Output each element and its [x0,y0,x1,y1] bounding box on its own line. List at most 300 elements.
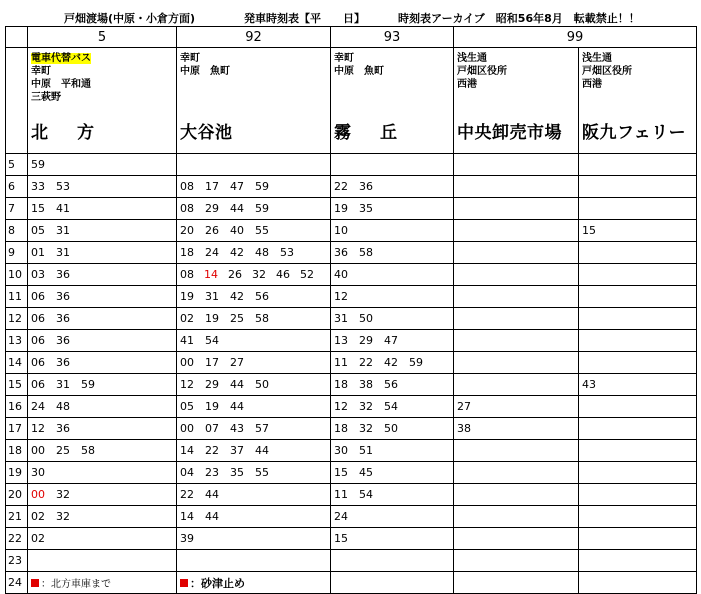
route-number: 92 [177,27,331,48]
departure-minute: 59 [255,202,269,215]
departure-cell [177,374,331,396]
departure-minute: 59 [409,356,423,369]
departure-minute: 44 [230,202,244,215]
departure-cell [177,154,331,176]
departure-minute: 41 [56,202,70,215]
departure-cell [177,550,331,572]
departure-minute: 44 [230,400,244,413]
hour-row [6,418,697,440]
departure-cell [177,220,331,242]
departure-minute: 52 [300,268,314,281]
departure-minute: 15 [334,466,348,479]
departure-minute: 30 [334,444,348,457]
hour-label: 16 [6,396,28,418]
departure-cell [579,462,697,484]
departure-minute: 48 [255,246,269,259]
departure-minute: 32 [359,422,373,435]
hour-row [6,396,697,418]
departure-minute: 15 [582,224,596,237]
departure-minute: 36 [56,334,70,347]
hour-row [6,308,697,330]
departure-minute: 29 [359,334,373,347]
departure-cell [579,374,697,396]
departure-minute: 19 [205,400,219,413]
departure-minute: 18 [334,378,348,391]
hour-row [6,286,697,308]
departure-minute: 06 [31,290,45,303]
via-stop: 浅生通 [457,53,487,64]
departure-cell [454,286,579,308]
departure-cell [331,374,454,396]
via-stop: 戸畑区役所 [457,66,507,77]
departure-minute: 05 [180,400,194,413]
departure-minute: 47 [384,334,398,347]
departure-cell [579,286,697,308]
departure-minute: 54 [205,334,219,347]
departure-minute: 19 [180,290,194,303]
departure-cell [454,484,579,506]
departure-cell [177,330,331,352]
substitute-bus-label: 電車代替バス [31,53,91,64]
hour-row [6,264,697,286]
hour-row [6,330,697,352]
departure-minute: 14 [204,268,218,281]
hour-label: 21 [6,506,28,528]
departure-minute: 26 [205,224,219,237]
departure-minute: 39 [180,532,194,545]
departure-cell [331,418,454,440]
departure-minute: 50 [255,378,269,391]
departure-cell [579,264,697,286]
departure-minute: 41 [180,334,194,347]
departure-cell [579,198,697,220]
departure-cell [28,176,177,198]
hour-row [6,506,697,528]
departure-minute: 12 [334,290,348,303]
departure-minute: 04 [180,466,194,479]
departure-cell [579,396,697,418]
red-square-icon [31,579,39,587]
hour-label: 8 [6,220,28,242]
departure-minute: 18 [180,246,194,259]
departure-minute: 35 [359,202,373,215]
hour-row [6,220,697,242]
departure-minute: 32 [56,488,70,501]
hour-row [6,352,697,374]
departure-cell [454,198,579,220]
departure-minute: 32 [56,510,70,523]
departure-minute: 17 [205,356,219,369]
route-number: 5 [28,27,177,48]
departure-cell [331,352,454,374]
departure-cell [177,308,331,330]
departure-cell [331,176,454,198]
departure-minute: 26 [228,268,242,281]
departure-cell [331,264,454,286]
departure-cell [454,396,579,418]
hour-label: 9 [6,242,28,264]
departure-minute: 25 [56,444,70,457]
departure-minute: 00 [180,422,194,435]
hour-row [6,154,697,176]
departure-minute: 00 [180,356,194,369]
empty-cell [454,572,579,594]
departure-cell [28,198,177,220]
departure-minute: 54 [359,488,373,501]
destination-name: 阪九フェリー [582,123,687,143]
hour-label: 14 [6,352,28,374]
departure-minute: 58 [359,246,373,259]
departure-minute: 43 [582,378,596,391]
departure-minute: 42 [230,246,244,259]
departure-minute: 54 [384,400,398,413]
departure-cell [331,462,454,484]
empty-cell [579,572,697,594]
departure-minute: 36 [334,246,348,259]
page-header [0,10,701,26]
departure-minute: 20 [180,224,194,237]
legend-text: ：砂津止め [190,576,245,590]
departure-cell [331,528,454,550]
departure-cell [579,440,697,462]
departure-minute: 37 [230,444,244,457]
via-stop [31,52,176,65]
departure-minute: 14 [180,444,194,457]
departure-minute: 44 [230,378,244,391]
hour-label: 11 [6,286,28,308]
route-row [6,27,697,48]
departure-cell [454,550,579,572]
departure-minute: 03 [31,268,45,281]
departure-minute: 55 [255,466,269,479]
departure-minute: 59 [81,378,95,391]
empty-cell [331,572,454,594]
departure-cell [454,352,579,374]
via-stop: 中原 平和通 [31,79,91,90]
destination-cell [454,48,579,154]
departure-cell [28,374,177,396]
departure-cell [177,396,331,418]
departure-cell [177,176,331,198]
departure-minute: 36 [56,268,70,281]
departure-cell [331,330,454,352]
departure-cell [331,242,454,264]
destination-name: 中央卸売市場 [457,123,562,143]
departure-minute: 19 [334,202,348,215]
departure-minute: 32 [359,400,373,413]
departure-cell [28,308,177,330]
destination-name: 霧 丘 [334,123,403,143]
departure-cell [177,352,331,374]
departure-cell [28,330,177,352]
route-number: 99 [454,27,697,48]
departure-minute: 33 [31,180,45,193]
legend-text: ：北方車庫まで [41,579,111,590]
departure-cell [331,506,454,528]
departure-minute: 31 [56,378,70,391]
departure-minute: 15 [334,532,348,545]
departure-minute: 36 [56,290,70,303]
departure-cell [331,286,454,308]
departure-minute: 36 [56,422,70,435]
via-stop: 浅生通 [582,53,612,64]
destination-cell [28,48,177,154]
via-stop: 西港 [582,79,602,90]
departure-minute: 47 [230,180,244,193]
departure-minute: 14 [180,510,194,523]
departure-minute: 46 [276,268,290,281]
departure-minute: 53 [56,180,70,193]
timetable [5,26,697,594]
departure-minute: 13 [334,334,348,347]
hour-row [6,550,697,572]
departure-cell [331,440,454,462]
departure-minute: 27 [457,400,471,413]
departure-minute: 31 [56,224,70,237]
departure-cell [454,242,579,264]
departure-minute: 31 [205,290,219,303]
departure-cell [454,418,579,440]
hour-label: 12 [6,308,28,330]
departure-minute: 24 [334,510,348,523]
via-stop: 中原 魚町 [334,66,384,77]
stop-name: 戸畑渡場(中原・小倉方面) [64,12,196,25]
departure-minute: 50 [384,422,398,435]
departure-cell [579,330,697,352]
departure-cell [177,198,331,220]
departure-cell [579,528,697,550]
hour-label: 24 [6,572,28,594]
departure-cell [177,440,331,462]
departure-minute: 12 [31,422,45,435]
departure-minute: 00 [31,488,45,501]
departure-cell [331,484,454,506]
footer-row [6,572,697,594]
departure-minute: 35 [230,466,244,479]
departure-minute: 06 [31,356,45,369]
departure-minute: 07 [205,422,219,435]
hour-label: 6 [6,176,28,198]
departure-cell [454,462,579,484]
departure-cell [454,528,579,550]
departure-cell [177,462,331,484]
departure-minute: 50 [359,312,373,325]
hour-row [6,198,697,220]
departure-minute: 48 [56,400,70,413]
departure-cell [454,264,579,286]
departure-minute: 06 [31,312,45,325]
departure-minute: 25 [230,312,244,325]
departure-cell [28,286,177,308]
departure-cell [28,264,177,286]
departure-minute: 32 [252,268,266,281]
departure-cell [579,418,697,440]
hour-row [6,374,697,396]
departure-cell [579,550,697,572]
via-stop: 戸畑区役所 [582,66,632,77]
departure-cell [331,308,454,330]
legend-note-depot [28,572,177,594]
departure-cell [579,352,697,374]
departure-cell [454,374,579,396]
departure-minute: 51 [359,444,373,457]
departure-cell [28,418,177,440]
departure-cell [454,154,579,176]
hour-label: 10 [6,264,28,286]
departure-minute: 02 [31,510,45,523]
departure-cell [579,154,697,176]
hour-label: 7 [6,198,28,220]
departure-minute: 08 [180,180,194,193]
departure-minute: 42 [384,356,398,369]
departure-minute: 12 [334,400,348,413]
destination-row [6,48,697,154]
hour-label: 19 [6,462,28,484]
departure-minute: 56 [384,378,398,391]
departure-minute: 53 [280,246,294,259]
departure-minute: 59 [255,180,269,193]
corner-cell [6,27,28,48]
departure-minute: 19 [205,312,219,325]
hour-row [6,242,697,264]
departure-cell [177,484,331,506]
departure-cell [28,528,177,550]
departure-cell [28,352,177,374]
departure-cell [28,242,177,264]
via-stop: 幸町 [31,66,51,77]
departure-cell [177,264,331,286]
hour-label: 13 [6,330,28,352]
departure-cell [177,506,331,528]
hour-label: 5 [6,154,28,176]
departure-cell [579,242,697,264]
hour-row [6,440,697,462]
departure-cell [454,176,579,198]
departure-minute: 24 [205,246,219,259]
departure-minute: 22 [180,488,194,501]
departure-minute: 55 [255,224,269,237]
departure-minute: 36 [359,180,373,193]
departure-minute: 06 [31,334,45,347]
hour-label: 23 [6,550,28,572]
via-stop: 西港 [457,79,477,90]
departure-cell [177,528,331,550]
departure-cell [579,484,697,506]
destination-name: 大谷池 [180,123,233,143]
departure-cell [579,220,697,242]
departure-cell [177,286,331,308]
departure-cell [331,198,454,220]
departure-minute: 02 [31,532,45,545]
departure-minute: 29 [205,378,219,391]
hour-label: 18 [6,440,28,462]
destination-name: 北 方 [31,123,100,143]
departure-minute: 40 [230,224,244,237]
destination-cell [331,48,454,154]
departure-minute: 30 [31,466,45,479]
departure-cell [454,308,579,330]
via-stop: 中原 魚町 [180,66,230,77]
departure-cell [28,484,177,506]
departure-minute: 36 [56,356,70,369]
corner-cell [6,48,28,154]
departure-cell [454,330,579,352]
departure-cell [28,440,177,462]
departure-minute: 08 [180,202,194,215]
departure-cell [579,176,697,198]
departure-minute: 12 [180,378,194,391]
departure-cell [28,220,177,242]
departure-minute: 44 [255,444,269,457]
departure-minute: 22 [359,356,373,369]
departure-minute: 38 [359,378,373,391]
destination-cell [579,48,697,154]
departure-minute: 27 [230,356,244,369]
departure-minute: 08 [180,268,194,281]
departure-cell [28,154,177,176]
departure-cell [177,418,331,440]
departure-cell [331,396,454,418]
departure-minute: 10 [334,224,348,237]
hour-label: 17 [6,418,28,440]
departure-minute: 11 [334,356,348,369]
departure-minute: 02 [180,312,194,325]
hour-row [6,176,697,198]
route-number: 93 [331,27,454,48]
departure-cell [454,506,579,528]
hour-label: 22 [6,528,28,550]
departure-minute: 11 [334,488,348,501]
departure-cell [579,506,697,528]
departure-minute: 40 [334,268,348,281]
departure-minute: 36 [56,312,70,325]
departure-cell [177,242,331,264]
departure-minute: 06 [31,378,45,391]
via-stop: 幸町 [180,53,200,64]
hour-label: 20 [6,484,28,506]
departure-minute: 57 [255,422,269,435]
departure-minute: 15 [31,202,45,215]
departure-minute: 44 [205,488,219,501]
departure-minute: 56 [255,290,269,303]
departure-cell [579,308,697,330]
departure-cell [28,396,177,418]
departure-cell [331,220,454,242]
departure-cell [331,550,454,572]
departure-minute: 58 [255,312,269,325]
departure-minute: 45 [359,466,373,479]
departure-minute: 17 [205,180,219,193]
departure-minute: 29 [205,202,219,215]
destination-cell [177,48,331,154]
departure-cell [331,154,454,176]
departure-minute: 59 [31,158,45,171]
departure-minute: 05 [31,224,45,237]
via-stop: 幸町 [334,53,354,64]
departure-minute: 31 [56,246,70,259]
departure-minute: 24 [31,400,45,413]
departure-minute: 01 [31,246,45,259]
departure-cell [454,440,579,462]
departure-minute: 22 [205,444,219,457]
via-stop: 三萩野 [31,92,61,103]
departure-minute: 23 [205,466,219,479]
departure-minute: 31 [334,312,348,325]
hour-label: 15 [6,374,28,396]
archive-notice: 時刻表アーカイブ 昭和56年8月 転載禁止！！ [398,12,640,25]
departure-minute: 42 [230,290,244,303]
departure-minute: 18 [334,422,348,435]
